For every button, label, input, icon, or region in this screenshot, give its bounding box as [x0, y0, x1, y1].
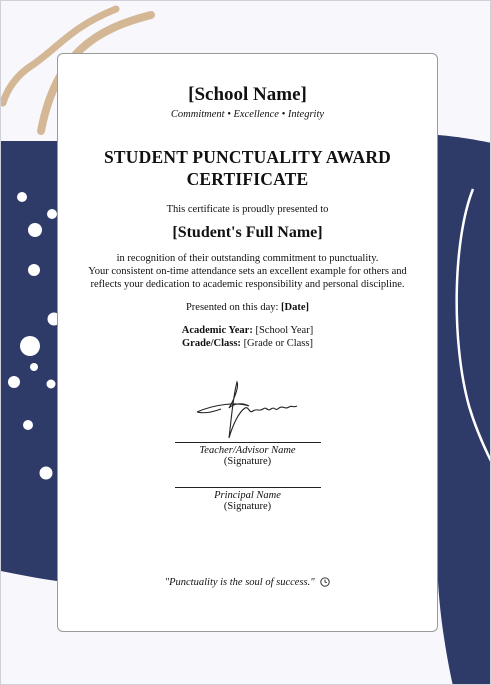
- handwritten-signature: [193, 378, 303, 442]
- recognition-line-1: in recognition of their outstanding commitment to punctuality.: [116, 253, 379, 264]
- quote-text: "Punctuality is the soul of success.": [164, 577, 315, 588]
- principal-name: Principal Name: [214, 490, 281, 501]
- quote: [58, 577, 437, 588]
- navy-blob-left: [1, 141, 57, 581]
- teacher-signature-line: [175, 442, 321, 467]
- teacher-name: Teacher/Advisor Name: [199, 445, 296, 456]
- certificate-title: [58, 146, 437, 190]
- date-value: [Date]: [281, 302, 310, 313]
- title-line-2: CERTIFICATE: [186, 169, 309, 189]
- presented-date: [58, 302, 437, 313]
- title-line-1: STUDENT PUNCTUALITY AWARD: [104, 147, 391, 167]
- school-name: [School Name]: [188, 84, 307, 105]
- presented-text: This certificate is proudly presented to: [166, 204, 329, 215]
- grade-row: [58, 337, 437, 350]
- academic-year-label: Academic Year:: [181, 325, 253, 336]
- recognition-line-3: reflects your dedication to academic responsibility and personal discipline.: [90, 279, 405, 290]
- student-name: [Student's Full Name]: [172, 224, 323, 241]
- clock-icon: [320, 577, 330, 587]
- certificate-card: [57, 53, 438, 632]
- academic-year-row: [58, 324, 437, 337]
- grade-value: [Grade or Class]: [243, 338, 313, 349]
- principal-signature-line: [175, 487, 321, 512]
- recognition-text: [58, 252, 437, 291]
- school-motto: Commitment • Excellence • Integrity: [170, 109, 325, 120]
- grade-label: Grade/Class:: [182, 338, 241, 349]
- principal-signature-label: (Signature): [223, 501, 272, 512]
- recognition-line-2: Your consistent on-time attendance sets an excellent example for others and: [88, 266, 407, 277]
- academic-info: [58, 324, 437, 350]
- teacher-signature-label: (Signature): [223, 456, 272, 467]
- academic-year-value: [School Year]: [255, 325, 314, 336]
- date-label: Presented on this day:: [185, 302, 279, 313]
